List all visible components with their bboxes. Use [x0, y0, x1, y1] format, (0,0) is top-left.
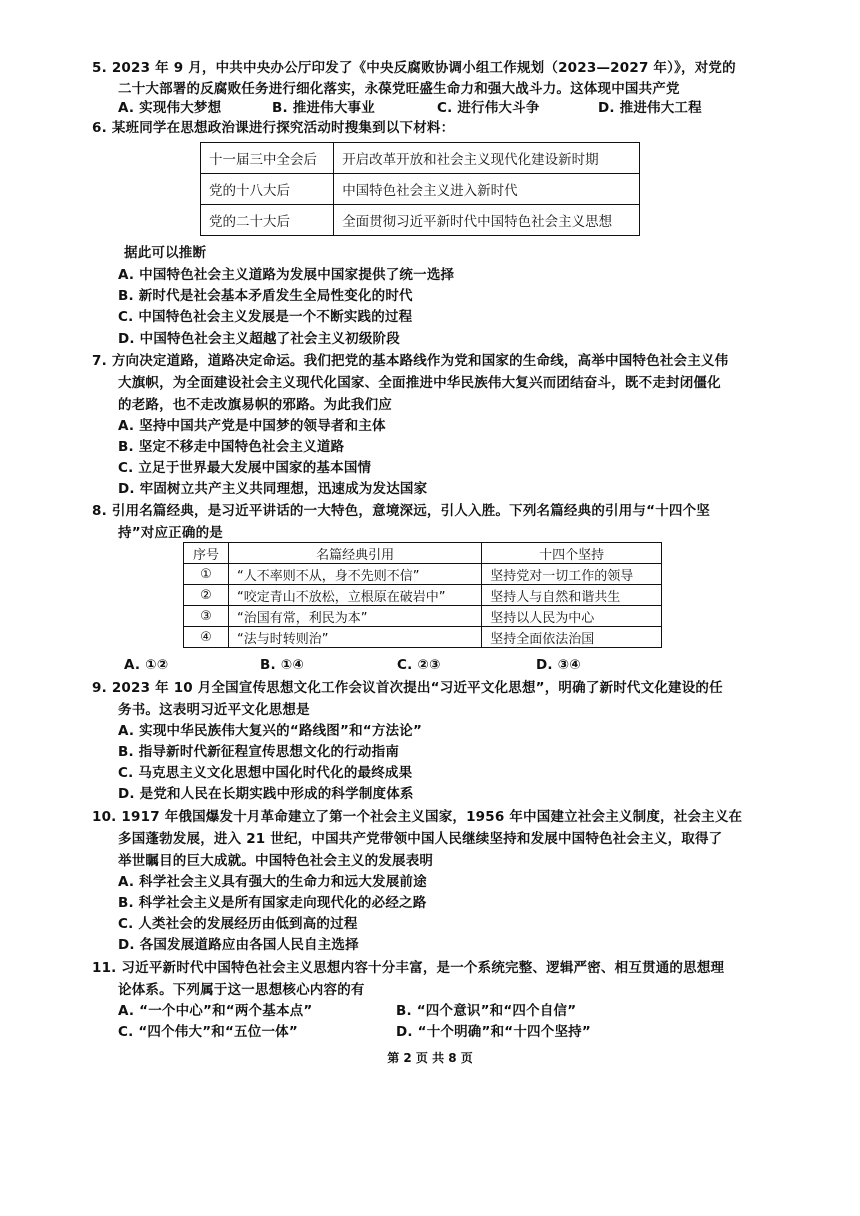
table-cell: 坚持人与自然和谐共生	[482, 585, 662, 606]
table-cell: 党的十八大后	[201, 174, 334, 205]
q10-option-b: B. 科学社会主义是所有国家走向现代化的必经之路	[118, 895, 427, 911]
table-header-cell: 十四个坚持	[482, 543, 662, 564]
q9-option-c: C. 马克思主义文化思想中国化时代化的最终成果	[118, 765, 413, 781]
q8-stem-line-1: 8. 引用名篇经典，是习近平讲话的一大特色，意境深远，引人入胜。下列名篇经典的引用与“十四个坚	[92, 503, 710, 519]
q6-option-c: C. 中国特色社会主义发展是一个不断实践的过程	[118, 309, 413, 325]
q8-option-d: D. ③④	[536, 657, 581, 673]
q5-option-c: C. 进行伟大斗争	[437, 100, 540, 116]
q11-stem-line-2: 论体系。下列属于这一思想核心内容的有	[118, 982, 365, 998]
q9-option-d: D. 是党和人民在长期实践中形成的科学制度体系	[118, 786, 414, 802]
q6-option-d: D. 中国特色社会主义超越了社会主义初级阶段	[118, 331, 400, 347]
table-cell: “治国有常，利民为本”	[229, 606, 482, 627]
table-cell: 全面贯彻习近平新时代中国特色社会主义思想	[334, 205, 640, 236]
q11-option-a: A. “一个中心”和“两个基本点”	[118, 1003, 313, 1019]
table-row	[184, 585, 662, 606]
table-cell: “人不率则不从，身不先则不信”	[229, 564, 482, 585]
q7-option-b: B. 坚定不移走中国特色社会主义道路	[118, 439, 345, 455]
table-cell: 坚持全面依法治国	[482, 627, 662, 648]
q8-option-a: A. ①②	[124, 657, 169, 673]
table-row	[201, 174, 640, 205]
q10-stem-line-1: 10. 1917 年俄国爆发十月革命建立了第一个社会主义国家，1956 年中国建立社会主义制度，社会主义在	[92, 809, 743, 825]
q11-option-b: B. “四个意识”和“四个自信”	[396, 1003, 577, 1019]
q10-option-d: D. 各国发展道路应由各国人民自主选择	[118, 937, 359, 953]
table-header-row	[184, 543, 662, 564]
q5-stem-line-2: 二十大部署的反腐败任务进行细化落实，永葆党旺盛生命力和强大战斗力。这体现中国共产党	[118, 81, 680, 97]
q8-stem-line-2: 持”对应正确的是	[118, 525, 223, 541]
q8-option-b: B. ①④	[260, 657, 304, 673]
q6-option-b: B. 新时代是社会基本矛盾发生全局性变化的时代	[118, 288, 413, 304]
q11-option-d: D. “十个明确”和“十四个坚持”	[396, 1024, 591, 1040]
table-cell: 十一届三中全会后	[201, 143, 334, 174]
q8-citation-table	[183, 542, 662, 648]
q5-option-b: B. 推进伟大事业	[272, 100, 375, 116]
q7-stem-line-3: 的老路，也不走改旗易帜的邪路。为此我们应	[118, 397, 392, 413]
q6-lead: 据此可以推断	[124, 245, 207, 261]
table-cell: 坚持党对一切工作的领导	[482, 564, 662, 585]
q7-stem-line-1: 7. 方向决定道路，道路决定命运。我们把党的基本路线作为党和国家的生命线，高举中国特色社会主义伟	[92, 353, 729, 369]
table-cell: “咬定青山不放松，立根原在破岩中”	[229, 585, 482, 606]
table-cell: ②	[184, 585, 229, 606]
table-cell: 中国特色社会主义进入新时代	[334, 174, 640, 205]
q9-option-b: B. 指导新时代新征程宣传思想文化的行动指南	[118, 744, 400, 760]
table-cell: ④	[184, 627, 229, 648]
q6-option-a: A. 中国特色社会主义道路为发展中国家提供了统一选择	[118, 267, 455, 283]
table-row	[201, 205, 640, 236]
q7-option-c: C. 立足于世界最大发展中国家的基本国情	[118, 460, 372, 476]
q7-option-a: A. 坚持中国共产党是中国梦的领导者和主体	[118, 418, 386, 434]
q5-option-a: A. 实现伟大梦想	[118, 100, 222, 116]
q5-option-d: D. 推进伟大工程	[598, 100, 702, 116]
q11-option-c: C. “四个伟大”和“五位一体”	[118, 1024, 298, 1040]
table-cell: ③	[184, 606, 229, 627]
table-cell: 开启改革开放和社会主义现代化建设新时期	[334, 143, 640, 174]
table-cell: 坚持以人民为中心	[482, 606, 662, 627]
q10-stem-line-2: 多国蓬勃发展，进入 21 世纪，中国共产党带领中国人民继续坚持和发展中国特色社会主义，取得了	[118, 831, 723, 847]
table-row	[184, 606, 662, 627]
table-cell: 党的二十大后	[201, 205, 334, 236]
table-row	[184, 627, 662, 648]
q9-option-a: A. 实现中华民族伟大复兴的“路线图”和“方法论”	[118, 723, 423, 739]
table-cell: “法与时转则治”	[229, 627, 482, 648]
table-header-cell: 名篇经典引用	[229, 543, 482, 564]
q7-option-d: D. 牢固树立共产主义共同理想，迅速成为发达国家	[118, 481, 428, 497]
q10-stem-line-3: 举世瞩目的巨大成就。中国特色社会主义的发展表明	[118, 853, 434, 869]
q10-option-a: A. 科学社会主义具有强大的生命力和远大发展前途	[118, 874, 427, 890]
q7-stem-line-2: 大旗帜，为全面建设社会主义现代化国家、全面推进中华民族伟大复兴而团结奋斗，既不走封闭僵化	[118, 375, 721, 391]
table-header-cell: 序号	[184, 543, 229, 564]
q9-stem-line-1: 9. 2023 年 10 月全国宣传思想文化工作会议首次提出“习近平文化思想”，明确了新时代文化建设的任	[92, 680, 723, 696]
table-row	[184, 564, 662, 585]
table-row	[201, 143, 640, 174]
table-cell: ①	[184, 564, 229, 585]
q9-stem-line-2: 务书。这表明习近平文化思想是	[118, 702, 310, 718]
q6-material-table	[200, 142, 640, 236]
q6-stem: 6. 某班同学在思想政治课进行探究活动时搜集到以下材料：	[92, 120, 455, 136]
page-number: 第 2 页 共 8 页	[387, 1051, 473, 1065]
q10-option-c: C. 人类社会的发展经历由低到高的过程	[118, 916, 358, 932]
q5-stem-line-1: 5. 2023 年 9 月，中共中央办公厅印发了《中央反腐败协调小组工作规划（2023—2027 年）》，对党的	[92, 60, 736, 76]
q8-option-c: C. ②③	[397, 657, 441, 673]
q11-stem-line-1: 11. 习近平新时代中国特色社会主义思想内容十分丰富，是一个系统完整、逻辑严密、相互贯通的思想理	[92, 960, 725, 976]
